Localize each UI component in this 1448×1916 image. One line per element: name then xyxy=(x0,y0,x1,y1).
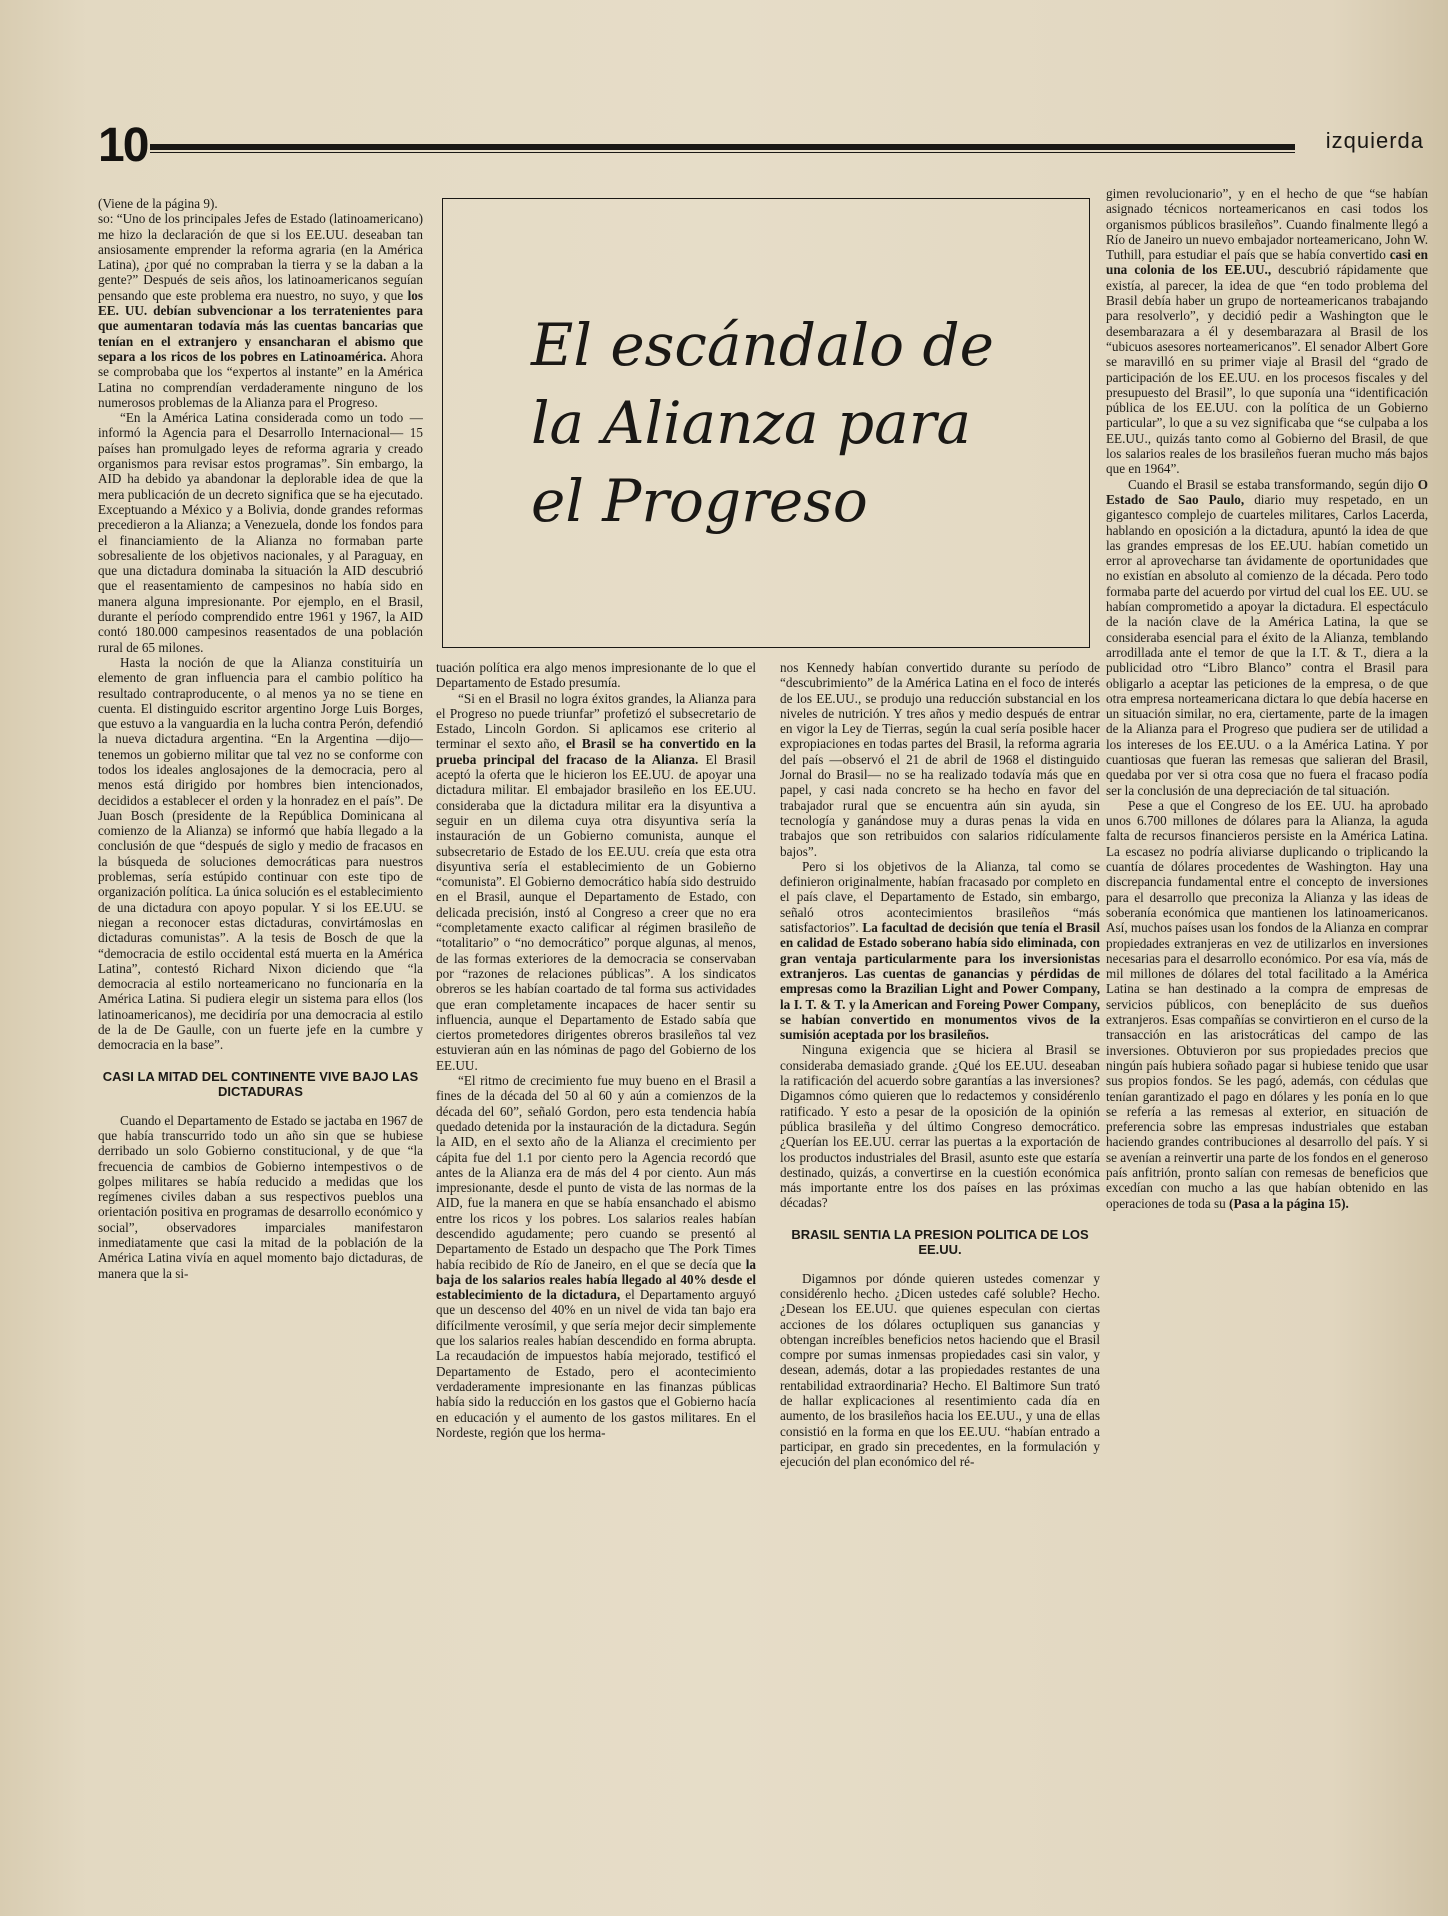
paragraph: “Si en el Brasil no logra éxitos grandes, la Alianza para el Progreso no puede triunfar” profetizó el subsecretario de Estado, Lincoln Gordon. Si aplicamos ese criterio al terminar el sexto año, el Brasil se ha convertido en la prueba principal del fracaso de la Alianza. El Brasil aceptó la oferta que le hicieron los EE.UU. de apoyar una dictadura militar. El embajador brasileño en los EE.UU. consideraba que la dictadura militar era la disyuntiva a seguir en un dilema cuya otra disyuntiva sería la instauración de un Gobierno comunista, aunque el subsecretario de Estado de los EE.UU. creía que esta otra disyuntiva sería el establecimiento de un Gobierno “comunista”. El Gobierno democrático había sido destruido en el Brasil, aunque el Departamento de Estado, con delicada precisión, instó al Congreso a creer que no era “completamente exacto calificar al régimen brasileño de “totalitario” o “no democrático” porque algunas, al menos, de las formas exteriores de la democracia se conservaban por “razones de relaciones públicas”. A los sindicatos obreros se les habían coartado de tal forma sus actividades que eran completamente incapaces de hacer sentir su influencia, aunque el Departamento de Estado sabía que ciertos prometedores dirigentes obreros brasileños tal vez estuvieran aún en las nóminas de pago del Gobierno de los EE.UU. xyxy=(436,690,756,1073)
paragraph: “El ritmo de crecimiento fue muy bueno en el Brasil a fines de la década del 50 al 60 y aún a comienzos de la década del 60”, señaló Gordon, pero esta tendencia había quedado detenida por la instauración de la dictadura. Según la AID, en el sexto año de la Alianza el crecimiento per cápita fue del 1.1 por ciento pero la Agencia recordó que antes de la Alianza era de más del 4 por ciento. Aun más impresionante, desde el punto de vista de las normas de la AID, fue la manera en que se había ensanchado el abismo entre los ricos y los pobres. Los salarios reales habían descendido agudamente; pero cuando se presentó al Departamento de Estado un despacho que The Pork Times había recibido de Río de Janeiro, en el que se decía que la baja de los salarios reales había llegado al 40% desde el establecimiento de la dictadura, el Departamento arguyó que un descenso del 40% en un nivel de vida tan bajo era difícilmente verosímil, y que sería mejor decir simplemente que los salarios reales habían descendido en forma abrupta. La recaudación de impuestos había mejorado, testificó el Departamento de Estado, pero el acontecimiento verdaderamente impresionante en las finanzas públicas había sido la reducción en los gastos que el Gobierno hacía en educación y el aumento de los gastos militares. En el Nordeste, región que los herma- xyxy=(436,1073,756,1440)
header-rule xyxy=(150,144,1295,150)
header-rule-thin xyxy=(150,152,1295,153)
paragraph: Digamnos por dónde quieren ustedes comenzar y considérenlo hecho. ¿Dicen ustedes café soluble? Hecho. ¿Desean los EE.UU. que quienes especulan con ciertas acciones de los dólares octupliquen sus ganancias y obtengan increíbles beneficios netos haciendo que el Brasil compre por sumas inmensas propiedades casi sin valor, y desean, además, dotar a las propiedades restantes de una rentabilidad extraordinaria? Hecho. El Baltimore Sun trató de hallar explicaciones al resentimiento cada día en aumento, de los brasileños hacia los EE.UU., y una de ellas consistió en la forma en que los EE.UU. “habían entrado a participar, en grado sin precedentes, en la formulación y ejecución del plan económico del ré- xyxy=(780,1270,1100,1470)
paragraph: “En la América Latina considerada como un todo —informó la Agencia para el Desarrollo Internacional— 15 países han promulgado leyes de reforma agraria y creado organismos para revisar estos programas”. Sin embargo, la AID ha debido ya abandonar la deplorable idea de que la mera publicación de un decreto significa que se ha ejecutado. Exceptuando a México y a Bolivia, donde grandes reformas precedieron a la Alianza; a Venezuela, donde los fondos para el financiamiento de la Alianza no formaban parte sobresaliente de los objetivos nacionales, y al Paraguay, en que una dictadura dominaba la situación la AID descubrió que el reasentamiento de campesinos no había sido en manera alguna impresionante. Por ejemplo, en el Brasil, durante el período comprendido entre 1961 y 1967, la AID contó 180.000 campesinos reasentados de una población rural de 65 milones. xyxy=(98,410,423,655)
article-title-box xyxy=(442,198,1090,648)
paragraph: Cuando el Brasil se estaba transformando, según dijo O Estado de Sao Paulo, diario muy respetado, en un gigantesco complejo de cuarteles militares, Carlos Lacerda, hablando en oposición a la dictadura, apuntó la idea de que las grandes empresas de los EE.UU. habían cometido un error al aprovecharse tan ávidamente de oportunidades que no existían en absoluto al comienzo de la década. Pero todo formaba parte del acuerdo por virtud del cual los EE. UU. se habían comprometido a apoyar la dictadura. El espectáculo de la nación clave de la América Latina, la que se consideraba esencial para el éxito de la Alianza, temblando arrodillada ante el temor de que la I.T. & T., diera a la publicidad otro “Libro Blanco” contra el Brasil para obligarlo a aceptar las peticiones de la empresa, o de que otra empresa norteamericana dictara lo que debía hacerse en un situación similar, no era, ciertamente, parte de la imagen de la Alianza para el Progreso que pudiera ser de utilidad a los intereses de los EE.UU. o a la América Latina. Y por cuantiosas que fueran las remesas que salieran del Brasil, quedaba por ver si otra cosa que no fuera el fracaso podía ser la conclusión de una depreciación de tal situación. xyxy=(1106,476,1428,798)
column-3 xyxy=(780,660,1100,1890)
paragraph: Ninguna exigencia que se hiciera al Brasil se consideraba demasiado grande. ¿Qué los EE.UU. deseaban la ratificación del acuerdo sobre garantías a las inversiones? Digamnos cómo quieren que lo redactemos y considérenlo ratificado. Y esto a pesar de la oposición de la opinión pública brasileña y del último Congreso democrático. ¿Querían los EE.UU. cerrar las puertas a la exportación de los productos industriales del Brasil, asunto este que estaría destinado, quizás, a convertirse en la cuestión económica más importante entre los dos países en las próximas décadas? xyxy=(780,1042,1100,1211)
column-2 xyxy=(436,660,756,1890)
paragraph: so: “Uno de los principales Jefes de Estado (latinoamericano) me hizo la declaración de que si los EE.UU. deseaban tan ansiosamente emprender la reforma agraria (en la América Latina), ¿por qué no compraban la tierra y se la daban a la gente?” Después de seis años, los latinoamericanos seguían pensando que este problema era nuestro, no suyo, y que los EE. UU. debían subvencionar a los terratenientes para que aumentaran todavía más las cuentas bancarias que tenían en el extranjero y ensancharan el abismo que separa a los ricos de los pobres en Latinoamérica. Ahora se comprobaba que los “expertos al instante” en la América Latina no comprendían verdaderamente ninguno de los numerosos problemas de la Alianza para el Progreso. xyxy=(98,211,423,410)
subheading: BRASIL SENTIA LA PRESION POLITICA DE LOS EE.UU. xyxy=(791,1226,1089,1257)
paragraph: tuación política era algo menos impresionante de lo que el Departamento de Estado presumía. xyxy=(436,660,756,691)
paragraph: Pero si los objetivos de la Alianza, tal como se definieron originalmente, habían fracasado por completo en el país clave, el Departamento de Estado, sin embargo, señaló otros acontecimientos brasileños “más satisfactorios”. La facultad de decisión que tenía el Brasil en calidad de Estado soberano había sido eliminada, con gran ventaja particularmente para los inversionistas extranjeros. Las cuentas de ganancias y pérdidas de empresas como la Brazilian Light and Power Company, la I. T. & T. y la American and Foreing Power Company, se habían convertido en monumentos vivos de la sumisión aceptada por los brasileños. xyxy=(780,858,1100,1043)
section-title: izquierda xyxy=(1325,128,1424,153)
continued-note: (Viene de la página 9). xyxy=(98,196,218,211)
paragraph: nos Kennedy habían convertido durante su período de “descubrimiento” de la América Latina en el foco de interés de los EE.UU., se produjo una reducción substancial en los niveles de nutrición. Y tres años y medio después de entrar en vigor la Ley de Tierras, según la cual sería posible hacer expropiaciones en todas partes del Brasil, la reforma agraria del país —observó el 21 de abril de 1968 el distinguido Jornal do Brasil— no se ha realizado todavía más que en papel, y casi nada concreto se ha hecho en favor del trabajador rural que se encuentra aún sin ayuda, sin tecnología y ganándose muy a duras penas la vida en trabajos que son retribuidos con salarios ridículamente bajos”. xyxy=(780,660,1100,859)
paragraph: Pese a que el Congreso de los EE. UU. ha aprobado unos 6.700 millones de dólares para la Alianza, la aguda falta de recursos financieros persiste en la América Latina. La escasez no podría aliviarse duplicando o triplicando la cuantía de dólares procedentes de Washington. Hay una discrepancia fundamental entre el concepto de inversiones para el desarrollo que preconiza la Alianza y las ideas de soberanía económica que mantienen los latinoamericanos. Así, muchos países usan los fondos de la Alianza en comprar propiedades extranjeras en vez de utilizarlos en inversiones necesarias para el desarrollo económico. Por esa vía, más de mil millones de dólares del total facilitado a la América Latina se han destinado a la compra de empresas de servicios públicos, con beneplácito de sus dueños extranjeros. Esas compañías se convirtieron en el curso de la transacción en las aristocráticas del campo de las inversiones. Obtuvieron por sus propiedades precios que ningún país hubiera soñado pagar si hubiese tenido que usar sus propios fondos. Se les pagó, además, con cédulas que tenían garantizado el pago en dólares y les ponía en lo que se refería a las remesas al exterior, en situación de preferencia sobre las empresas industriales que estaban haciendo grandes contribuciones al desarrollo del país. Y si se avenían a reinvertir una parte de los fondos en el generoso país anfitrión, pronto salían con remesas de beneficios que excedían con mucho a las que habían obtenido en las operaciones de toda su (Pasa a la página 15). xyxy=(1106,797,1428,1211)
continued-on-note: (Pasa a la página 15). xyxy=(1229,1195,1349,1211)
article-title: El escándalo de la Alianza para el Progreso xyxy=(531,311,994,535)
column-4 xyxy=(1106,186,1428,1890)
column-1 xyxy=(98,196,423,1886)
subheading: CASI LA MITAD DEL CONTINENTE VIVE BAJO LAS DICTADURAS xyxy=(102,1068,419,1099)
paragraph: Hasta la noción de que la Alianza constituiría un elemento de gran influencia para el cambio político ha resultado contraproducente, o al menos ya no se tiene en cuenta. El distinguido escritor argentino Jorge Luis Borges, que estuvo a la vanguardia en la lucha contra Perón, defendió la nueva dictadura argentina. “En la Argentina —dijo— tenemos un gobierno militar que tal vez no se conforme con todos los ideales anglosajones de la democracia, pero al menos está dirigido por hombres bien intencionados, decididos a establecer el orden y la honradez en el país”. De Juan Bosch (presidente de la República Dominicana al comienzo de la Alianza) se informó que había llegado a la conclusión de que “después de siglo y medio de fracasos en la búsqueda de soluciones democráticas para nuestros problemas, sería estúpido continuar con este tipo de organización política. La única solución es el establecimiento de una dictadura con apoyo popular. Y si los EE.UU. se niegan a reconocer estas dictaduras, convirtámoslas en dictaduras comunistas”. A la tesis de Bosch de que la “democracia de estilo occidental está muerta en la América Latina”, contestó Richard Nixon diciendo que “la democracia al estilo norteamericano no funcionaría en la América Latina. Si pudiera elegir un sistema para ellos (los latinoamericanos), me decidiría por una democracia al estilo de la de De Gaulle, con un fuerte jefe en la cumbre y democracia en la base”. xyxy=(98,654,423,1053)
page-number: 10 xyxy=(98,119,148,172)
paragraph: Cuando el Departamento de Estado se jactaba en 1967 de que había transcurrido todo un año sin que se hubiese derribado un solo Gobierno constitucional, y de que “la frecuencia de cambios de Gobierno intempestivos o de golpes militares se había reducido a medidas que los regímenes civiles daban a sus respectivos pueblos una orientación positiva en programas de desarrollo económico y social”, observadores imparciales manifestaron inmediatamente que casi la mitad de la población de la América Latina vivía en aquel momento bajo dictaduras, de manera que la si- xyxy=(98,1112,423,1281)
paragraph: gimen revolucionario”, y en el hecho de que “se habían asignado técnicos norteamericanos en casi todos los organismos públicos brasileños”. Cuando finalmente llegó a Río de Janeiro un nuevo embajador norteamericano, John W. Tuthill, para estudiar el país que se había convertido casi en una colonia de los EE.UU., descubrió rápidamente que existía, al parecer, la idea de que “en todo problema del Brasil debía haber un grupo de norteamericanos trabajando para resolverlo”, y decidió pedir a Washington que le desembarazara a él y desembarazara al Brasil de los “ubicuos asesores norteamericanos”. El senador Albert Gore se maravilló en su primer viaje al Brasil del “grado de participación de los EE.UU. en los procesos fiscales y del presupuesto del Brasil”, lo que suponía una “identificación pública de los EE.UU. con la política de un Gobierno particular”, lo que a su vez significaba que “se culpaba a los EE.UU., quizás tanto como al Gobierno del Brasil, de que los salarios reales de los brasileños fueran mucho más bajos que en 1964”. xyxy=(1106,186,1428,477)
